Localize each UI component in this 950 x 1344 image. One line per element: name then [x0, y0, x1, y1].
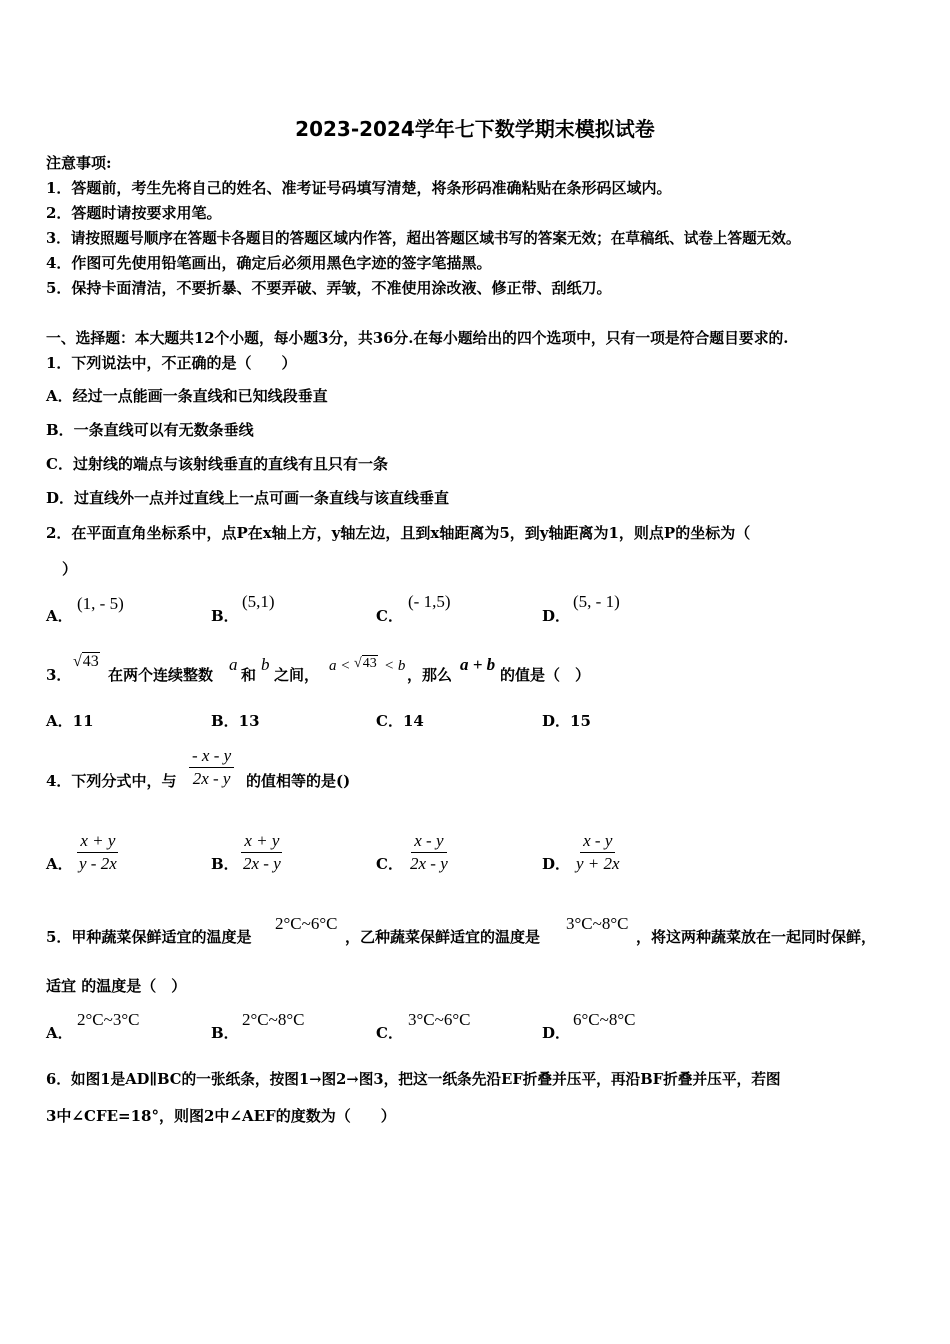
question-5-option-c: 3°C~6°C [408, 1010, 471, 1029]
fraction-denominator: y - 2x [79, 854, 117, 873]
fraction-denominator: 2x - y [243, 854, 281, 873]
question-5-label-d: D． [542, 1024, 571, 1042]
notice-item: 5．保持卡面清洁，不要折暴、不要弄破、弄皱，不准使用涂改液、修正带、刮纸刀。 [46, 279, 612, 297]
question-4-label-d: D． [542, 855, 571, 873]
var-a: a [229, 655, 238, 674]
notice-item: 1．答题前，考生先将自己的姓名、准考证号码填写清楚，将条形码准确粘贴在条形码区域内。 [46, 179, 672, 197]
ineq-right: < b [384, 658, 406, 674]
question-3-text: 之间， [274, 666, 320, 684]
question-5-stem: ，将这两种蔬菜放在一起同时保鲜， [636, 928, 877, 946]
fraction-numerator: - x - y [189, 745, 234, 768]
question-1-option-c: C．过射线的端点与该射线垂直的直线有且只有一条 [46, 455, 388, 473]
question-2-value-b: (5,1) [242, 592, 275, 611]
question-4-stem-end: 的值相等的是() [246, 772, 351, 790]
question-4-option-b [240, 830, 284, 875]
question-3-option-a: A．11 [46, 712, 94, 730]
question-3-number: 3． [46, 666, 72, 684]
question-1-option-b: B．一条直线可以有无数条垂线 [46, 421, 254, 439]
question-3-option-c: C．14 [376, 712, 424, 730]
question-5-option-d: 6°C~8°C [573, 1010, 636, 1029]
question-4-label-b: B． [211, 855, 239, 873]
question-5-label-b: B． [211, 1024, 239, 1042]
question-2-label-c: C． [376, 607, 403, 625]
question-4-label-c: C． [376, 855, 403, 873]
question-3-option-b: B．13 [211, 712, 260, 730]
fraction-denominator: 2x - y [192, 769, 231, 788]
question-2-label-d: D． [542, 607, 571, 625]
question-4-fraction [189, 745, 234, 790]
question-4-option-a [76, 830, 120, 875]
fraction-denominator: y + 2x [576, 854, 620, 873]
question-6-stem: 6．如图1是AD∥BC的一张纸条，按图1→图2→图3，把这一纸条先沿EF折叠并压平，再沿BF折叠并压平，若图 [46, 1071, 781, 1088]
var-b: b [261, 655, 270, 674]
question-2-stem-end: ） [62, 560, 78, 578]
fraction-numerator: x - y [580, 830, 615, 853]
fraction-numerator: x + y [77, 830, 118, 853]
page-title: 2023-2024学年七下数学期末模拟试卷 [295, 117, 655, 141]
question-2-value-d: (5, - 1) [573, 592, 620, 611]
notice-heading: 注意事项: [46, 154, 112, 172]
question-3-and: 和 [241, 666, 257, 684]
question-2-stem: 2．在平面直角坐标系中，点P在x轴上方，y轴左边，且到x轴距离为5，到y轴距离为1，则点P的坐标为（ [46, 524, 751, 542]
question-5-stem: 5．甲种蔬菜保鲜适宜的温度是 [46, 928, 252, 946]
question-5-option-b: 2°C~8°C [242, 1010, 305, 1029]
question-4-option-d [573, 830, 623, 875]
question-3-text: 在两个连续整数 [108, 666, 214, 684]
question-4-stem: 4．下列分式中，与 [46, 772, 177, 790]
question-2-label-a: A． [46, 607, 73, 625]
question-2-value-c: (- 1,5) [408, 592, 451, 611]
question-5-stem-line2: 适宜 的温度是（ ） [46, 977, 187, 995]
question-1-option-d: D．过直线外一点并过直线上一点可画一条直线与该直线垂直 [46, 489, 450, 507]
question-5-label-a: A． [46, 1024, 73, 1042]
fraction-numerator: x - y [411, 830, 446, 853]
question-1-stem: 1．下列说法中，不正确的是（ ） [46, 354, 297, 372]
question-4-option-c [407, 830, 451, 875]
question-6-stem-line2: 3中∠CFE=18°，则图2中∠AEF的度数为（ ） [46, 1107, 396, 1125]
section-heading: 一、选择题：本大题共12个小题，每小题3分，共36分.在每小题给出的四个选项中，只有一项是符合题目要求的. [46, 330, 789, 347]
fraction-numerator: x + y [241, 830, 282, 853]
expr-a-plus-b: a + b [460, 655, 496, 674]
question-3-option-d: D．15 [542, 712, 591, 730]
radicand: 43 [362, 656, 377, 671]
sqrt-43: √43 [354, 656, 377, 671]
question-1-option-a: A．经过一点能画一条直线和已知线段垂直 [46, 387, 328, 405]
notice-item: 2．答题时请按要求用笔。 [46, 204, 222, 222]
question-3-text: ，那么 [407, 666, 453, 684]
question-5-stem: ，乙种蔬菜保鲜适宜的温度是 [345, 928, 541, 946]
question-5-option-a: 2°C~3°C [77, 1010, 140, 1029]
question-5-label-c: C． [376, 1024, 403, 1042]
question-4-label-a: A． [46, 855, 73, 873]
notice-item: 3．请按照题号顺序在答题卡各题目的答题区域内作答，超出答题区域书写的答案无效；在草稿纸、试卷上答题无效。 [46, 230, 801, 247]
radicand: 43 [82, 653, 99, 670]
question-2-value-a: (1, - 5) [77, 594, 124, 613]
fraction-denominator: 2x - y [410, 854, 448, 873]
sqrt-43: √43 [73, 653, 99, 670]
question-2-label-b: B． [211, 607, 239, 625]
ineq-left: a < [329, 658, 351, 674]
temp-range-1: 2°C~6°C [275, 914, 338, 933]
question-3-text: 的值是（ ） [500, 666, 591, 684]
temp-range-2: 3°C~8°C [566, 914, 629, 933]
notice-item: 4．作图可先使用铅笔画出，确定后必须用黑色字迹的签字笔描黑。 [46, 254, 492, 272]
